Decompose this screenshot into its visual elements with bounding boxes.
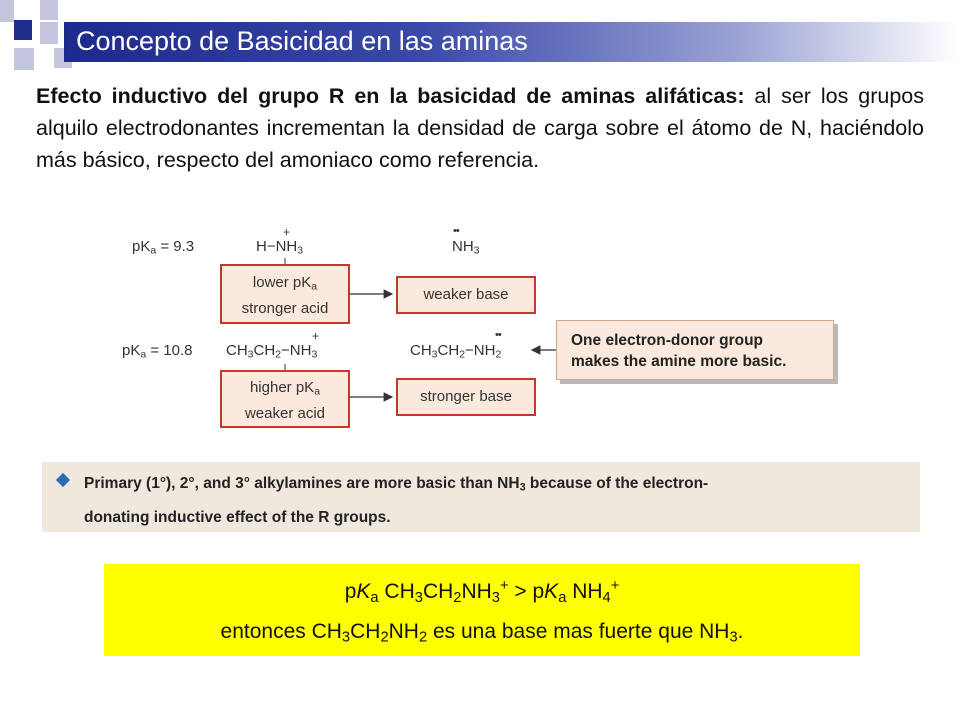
ammonium-formula: $H-NH_3$ (256, 238, 304, 257)
pka-label-1: $pK_a = 9.3$ (132, 238, 195, 257)
pka-label-2: $pK_a = 10.8$ (122, 342, 193, 361)
ethylamine-formula: $CH_3CH_2-NH_2$ (410, 342, 502, 361)
ethylamine-lone-pair: •• (495, 329, 501, 341)
box-weaker-base: weaker base (396, 276, 536, 314)
ethylammonium-formula: $CH_3CH_2-NH_3$ (226, 342, 318, 361)
electron-donor-note (556, 320, 834, 380)
box-lower-pka-line2: stronger acid (241, 299, 329, 317)
ammonium-plus: + (283, 225, 291, 239)
box-lower-pka-line1: lower $pK_a$ (252, 274, 318, 293)
highlight-line2: entonces $CH_3CH_2NH_2$ es una base mas fuerte que $NH_3$. (220, 620, 744, 646)
box-stronger-base: stronger base (396, 378, 536, 416)
ethylammonium-plus: + (312, 329, 320, 343)
ammonia-lone-pair: •• (453, 225, 459, 237)
intro-bold-lead: Efecto inductivo del grupo R en la basicidad de aminas alifáticas: (36, 84, 745, 108)
note-line1: One electron-donor group (571, 332, 764, 349)
highlight-line1: $pK_a$ $CH_3CH_2NH_3^+ > pK_a$ $NH_4^+$ (344, 578, 620, 606)
box-higher-pka-line1: higher $pK_a$ (249, 379, 321, 398)
page-title: Concepto de Basicidad en las aminas (76, 26, 528, 56)
ammonia-formula: $NH_3$ (452, 238, 480, 257)
intro-text: al ser los grupos alquilo electrodonantes incrementan la densidad de carga sobre el átomo de N, haciéndolo más básico, respecto del amoniaco como referencia. (36, 84, 924, 172)
summary-text (84, 469, 904, 532)
box-lower-pka (220, 264, 350, 324)
box-higher-pka (220, 370, 350, 428)
box-higher-pka-line2: weaker acid (244, 404, 326, 422)
summary-line1: Primary (1°), 2°, and 3° alkylamines are more basic than $NH_3$ because of the electron- (84, 475, 709, 494)
summary-line2: donating inductive effect of the R groups. (84, 508, 391, 526)
note-line2: makes the amine more basic. (571, 353, 787, 370)
